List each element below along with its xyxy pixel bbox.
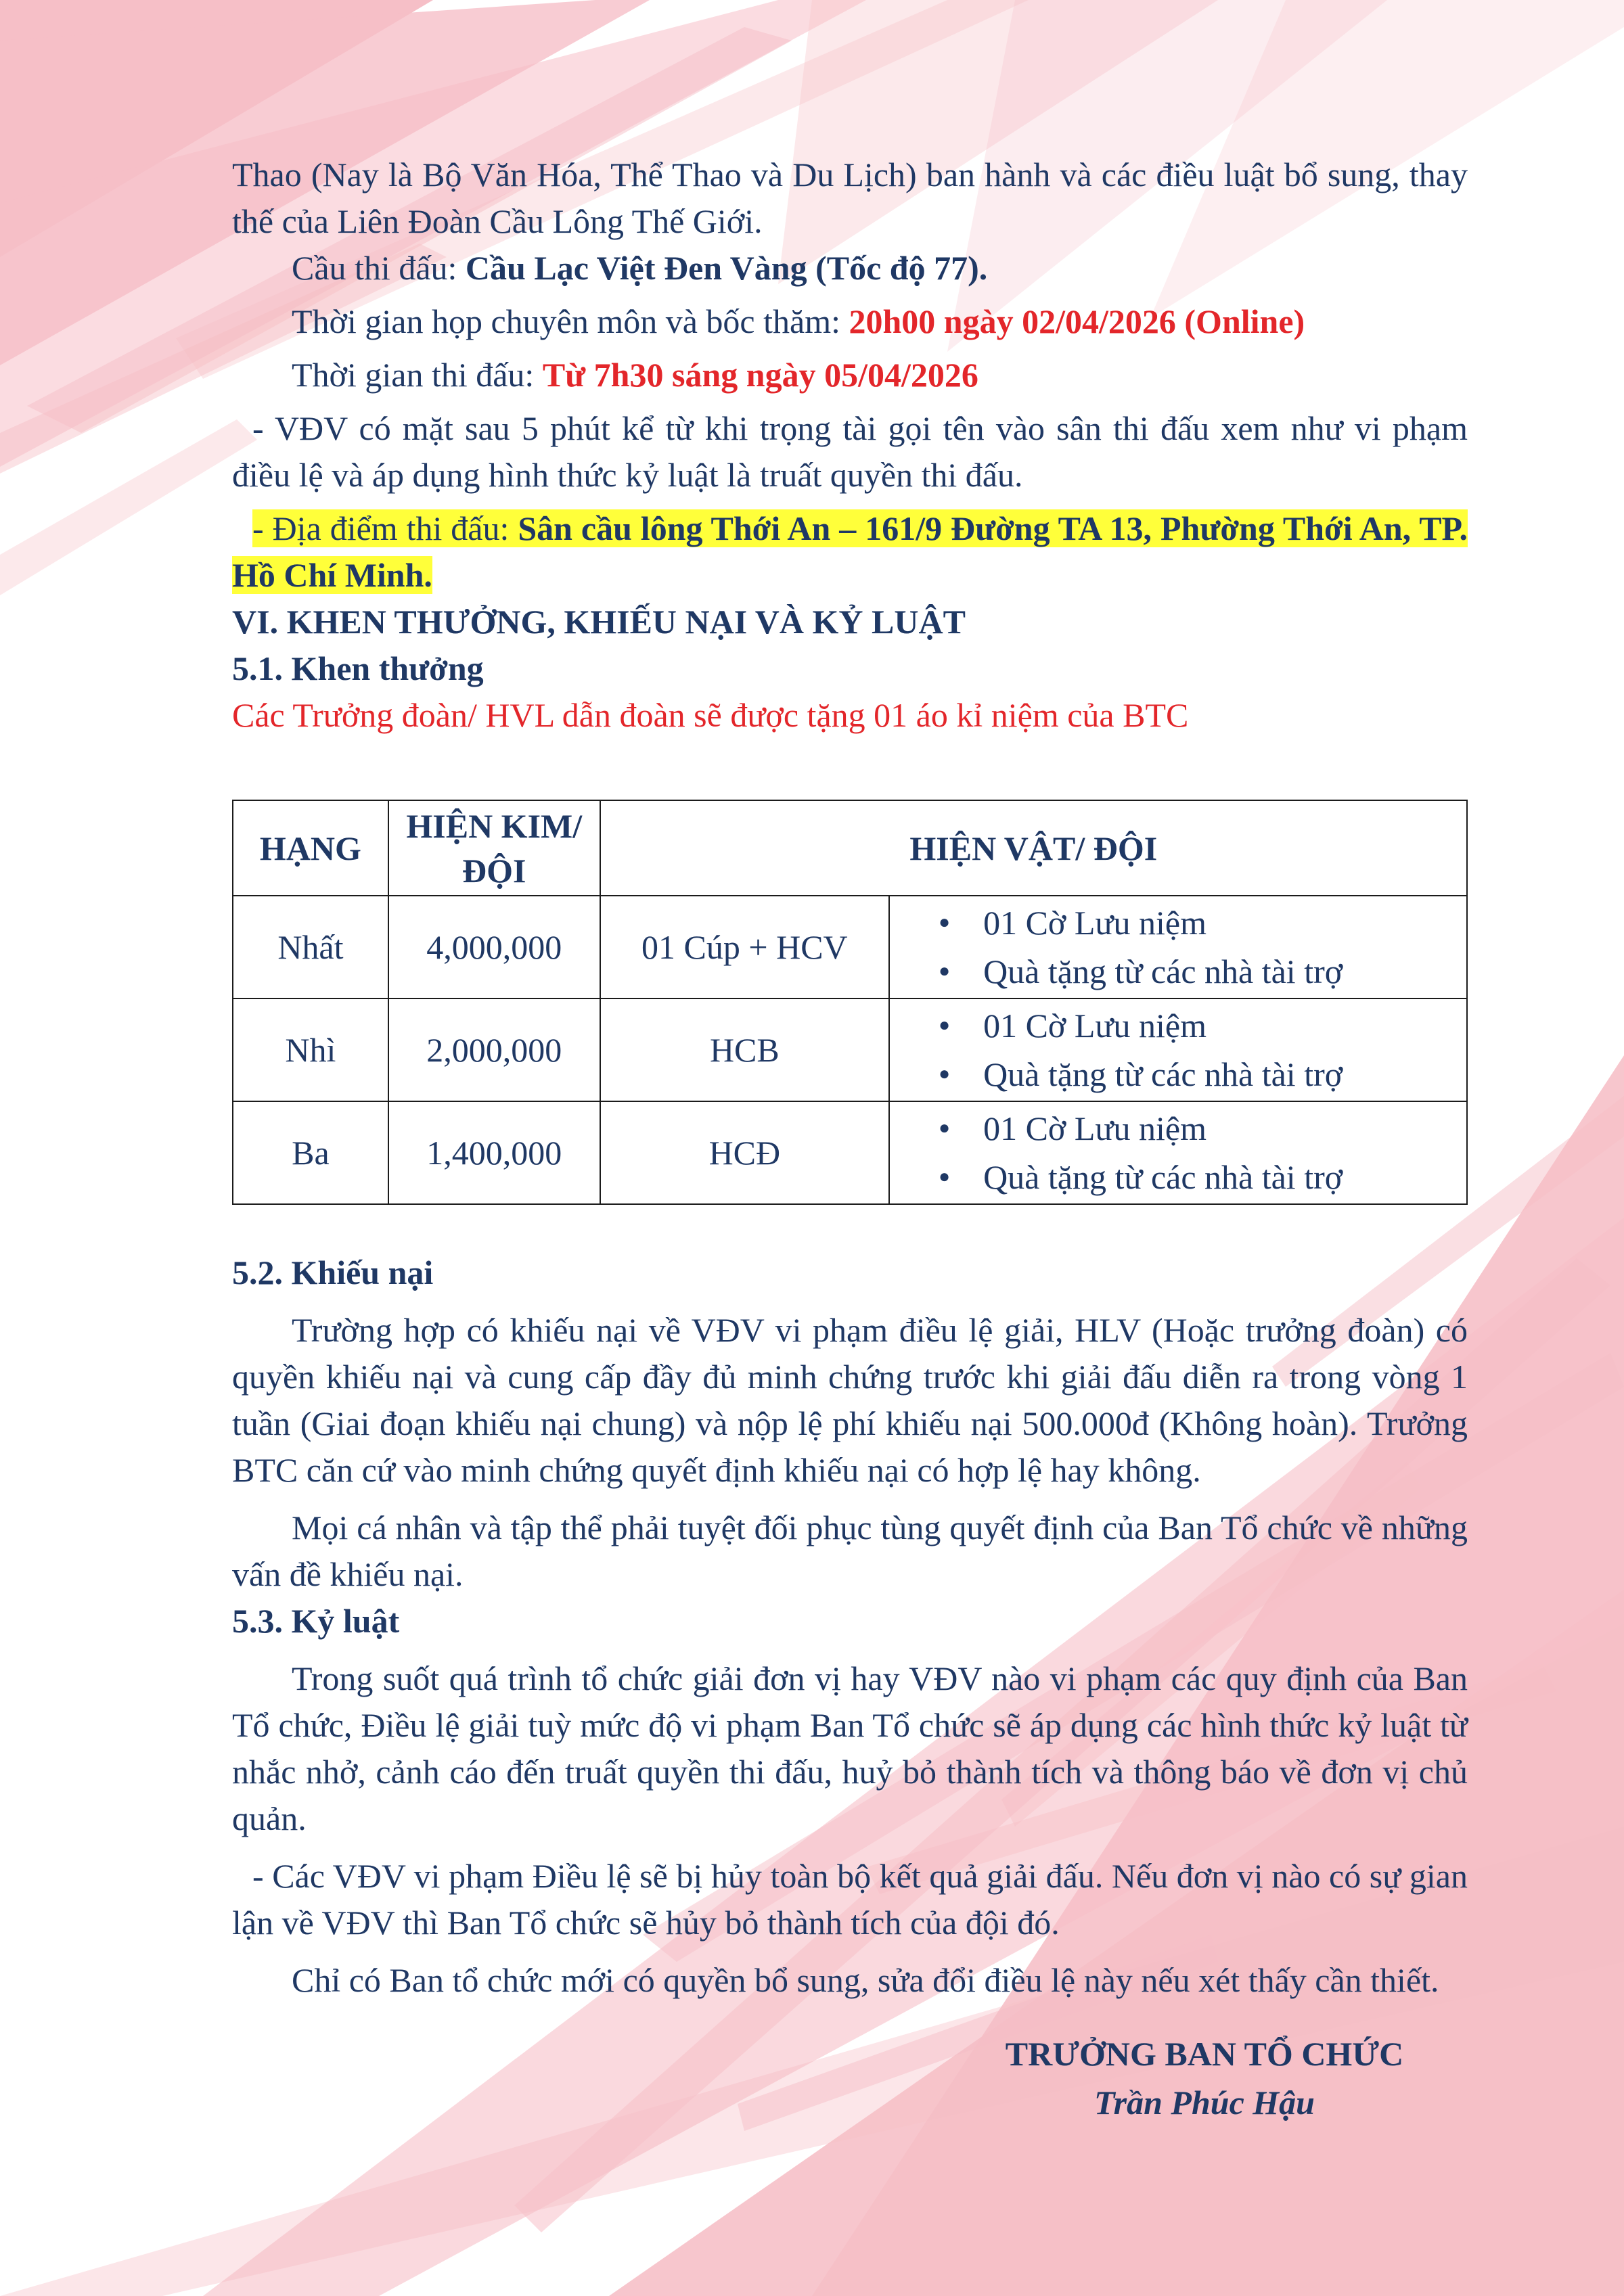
header-items: HIỆN VẬT/ ĐỘI: [600, 800, 1467, 896]
prize-table: [232, 800, 1468, 1205]
gifts-cell: [889, 896, 1467, 998]
table-row: [233, 998, 1467, 1101]
venue-value: Sân cầu lông Thới An – 161/9 Đường TA 13, Phường Thới An, TP. Hồ Chí Minh.: [232, 509, 1468, 594]
header-rank: HẠNG: [233, 800, 388, 896]
header-cash: HIỆN KIM/ ĐỘI: [388, 800, 600, 896]
meeting-line: [232, 298, 1468, 345]
rank-cell: Nhì: [233, 998, 388, 1101]
gift-item: ● Quà tặng từ các nhà tài trợ: [930, 1153, 1466, 1201]
signature-title: TRƯỞNG BAN TỔ CHỨC: [1005, 2035, 1404, 2073]
gift-item: ● 01 Cờ Lưu niệm: [930, 1001, 1466, 1050]
table-row: [233, 896, 1467, 998]
section-5-1-heading: 5.1. Khen thưởng: [232, 649, 484, 687]
prize-table-header: [233, 800, 1467, 896]
section-5-2-paragraph-2: Mọi cá nhân và tập thể phải tuyệt đối phục tùng quyết định của Ban Tổ chức về những vấn đề khiếu nại.: [232, 1509, 1468, 1593]
award-cell: 01 Cúp + HCV: [600, 896, 889, 998]
cash-cell: 2,000,000: [388, 998, 600, 1101]
section-5-3-heading: 5.3. Kỷ luật: [232, 1602, 400, 1640]
section-5-3-paragraph-1: Trong suốt quá trình tổ chức giải đơn vị hay VĐV nào vi phạm các quy định của Ban Tổ chức, Điều lệ giải tuỳ mức độ vi phạm Ban Tổ chức sẽ áp dụng các hình thức kỷ luật từ nhắc nhở, cảnh cáo đến truất quyền thi đấu, huỷ bỏ thành tích và thông báo về đơn vị chủ quản.: [232, 1659, 1468, 1837]
award-cell: HCĐ: [600, 1101, 889, 1204]
award-cell: HCB: [600, 998, 889, 1101]
match-time-line: [232, 352, 1468, 398]
gift-item: ● Quà tặng từ các nhà tài trợ: [930, 947, 1466, 996]
venue-label: - Địa điểm thi đấu:: [252, 509, 518, 547]
venue-line: [232, 505, 1468, 599]
section-5-1-note: Các Trưởng đoàn/ HVL dẫn đoàn sẽ được tặng 01 áo kỉ niệm của BTC: [232, 696, 1189, 734]
meeting-label: Thời gian họp chuyên môn và bốc thăm:: [292, 302, 849, 340]
gift-item: ● 01 Cờ Lưu niệm: [930, 898, 1466, 947]
section-5-2-heading: 5.2. Khiếu nại: [232, 1254, 434, 1291]
late-rule-paragraph: - VĐV có mặt sau 5 phút kể từ khi trọng tài gọi tên vào sân thi đấu xem như vi phạm điều lệ và áp dụng hình thức kỷ luật là truất quyền thi đấu.: [232, 409, 1468, 494]
section-5-3-paragraph-2: - Các VĐV vi phạm Điều lệ sẽ bị hủy toàn bộ kết quả giải đấu. Nếu đơn vị nào có sự gian lận về VĐV thì Ban Tổ chức sẽ hủy bỏ thành tích của đội đó.: [232, 1857, 1468, 1942]
gift-item: ● Quà tặng từ các nhà tài trợ: [930, 1050, 1466, 1099]
signature-block: [1001, 2029, 1407, 2127]
rank-cell: Ba: [233, 1101, 388, 1204]
match-time-label: Thời gian thi đấu:: [292, 356, 543, 394]
document-content: [232, 152, 1468, 2004]
shuttle-line: [232, 245, 1468, 292]
shuttle-value: Cầu Lạc Việt Đen Vàng (Tốc độ 77).: [465, 249, 988, 287]
section-5-2-paragraph-1: Trường hợp có khiếu nại về VĐV vi phạm điều lệ giải, HLV (Hoặc trưởng đoàn) có quyền khiếu nại và cung cấp đầy đủ minh chứng trước khi giải đấu diễn ra trong vòng 1 tuần (Giai đoạn khiếu nại chung) và nộp lệ phí khiếu nại 500.000đ (Không hoàn). Trưởng BTC căn cứ vào minh chứng quyết định khiếu nại có hợp lệ hay không.: [232, 1311, 1468, 1489]
signature-name: Trần Phúc Hậu: [1093, 2084, 1315, 2121]
table-row: [233, 1101, 1467, 1204]
gift-item: ● 01 Cờ Lưu niệm: [930, 1104, 1466, 1153]
shuttle-label: Cầu thi đấu:: [292, 249, 466, 287]
gifts-cell: [889, 1101, 1467, 1204]
meeting-value: 20h00 ngày 02/04/2026 (Online): [849, 302, 1305, 340]
match-time-value: Từ 7h30 sáng ngày 05/04/2026: [542, 356, 978, 394]
gifts-cell: [889, 998, 1467, 1101]
section-5-3-paragraph-3: Chỉ có Ban tổ chức mới có quyền bổ sung, sửa đổi điều lệ này nếu xét thấy cần thiết.: [292, 1961, 1439, 1999]
cash-cell: 1,400,000: [388, 1101, 600, 1204]
paragraph-regulation-source: Thao (Nay là Bộ Văn Hóa, Thể Thao và Du Lịch) ban hành và các điều luật bổ sung, thay thế của Liên Đoàn Cầu Lông Thế Giới.: [232, 156, 1468, 240]
rank-cell: Nhất: [233, 896, 388, 998]
section-6-heading: VI. KHEN THƯỞNG, KHIẾU NẠI VÀ KỶ LUẬT: [232, 603, 966, 641]
cash-cell: 4,000,000: [388, 896, 600, 998]
